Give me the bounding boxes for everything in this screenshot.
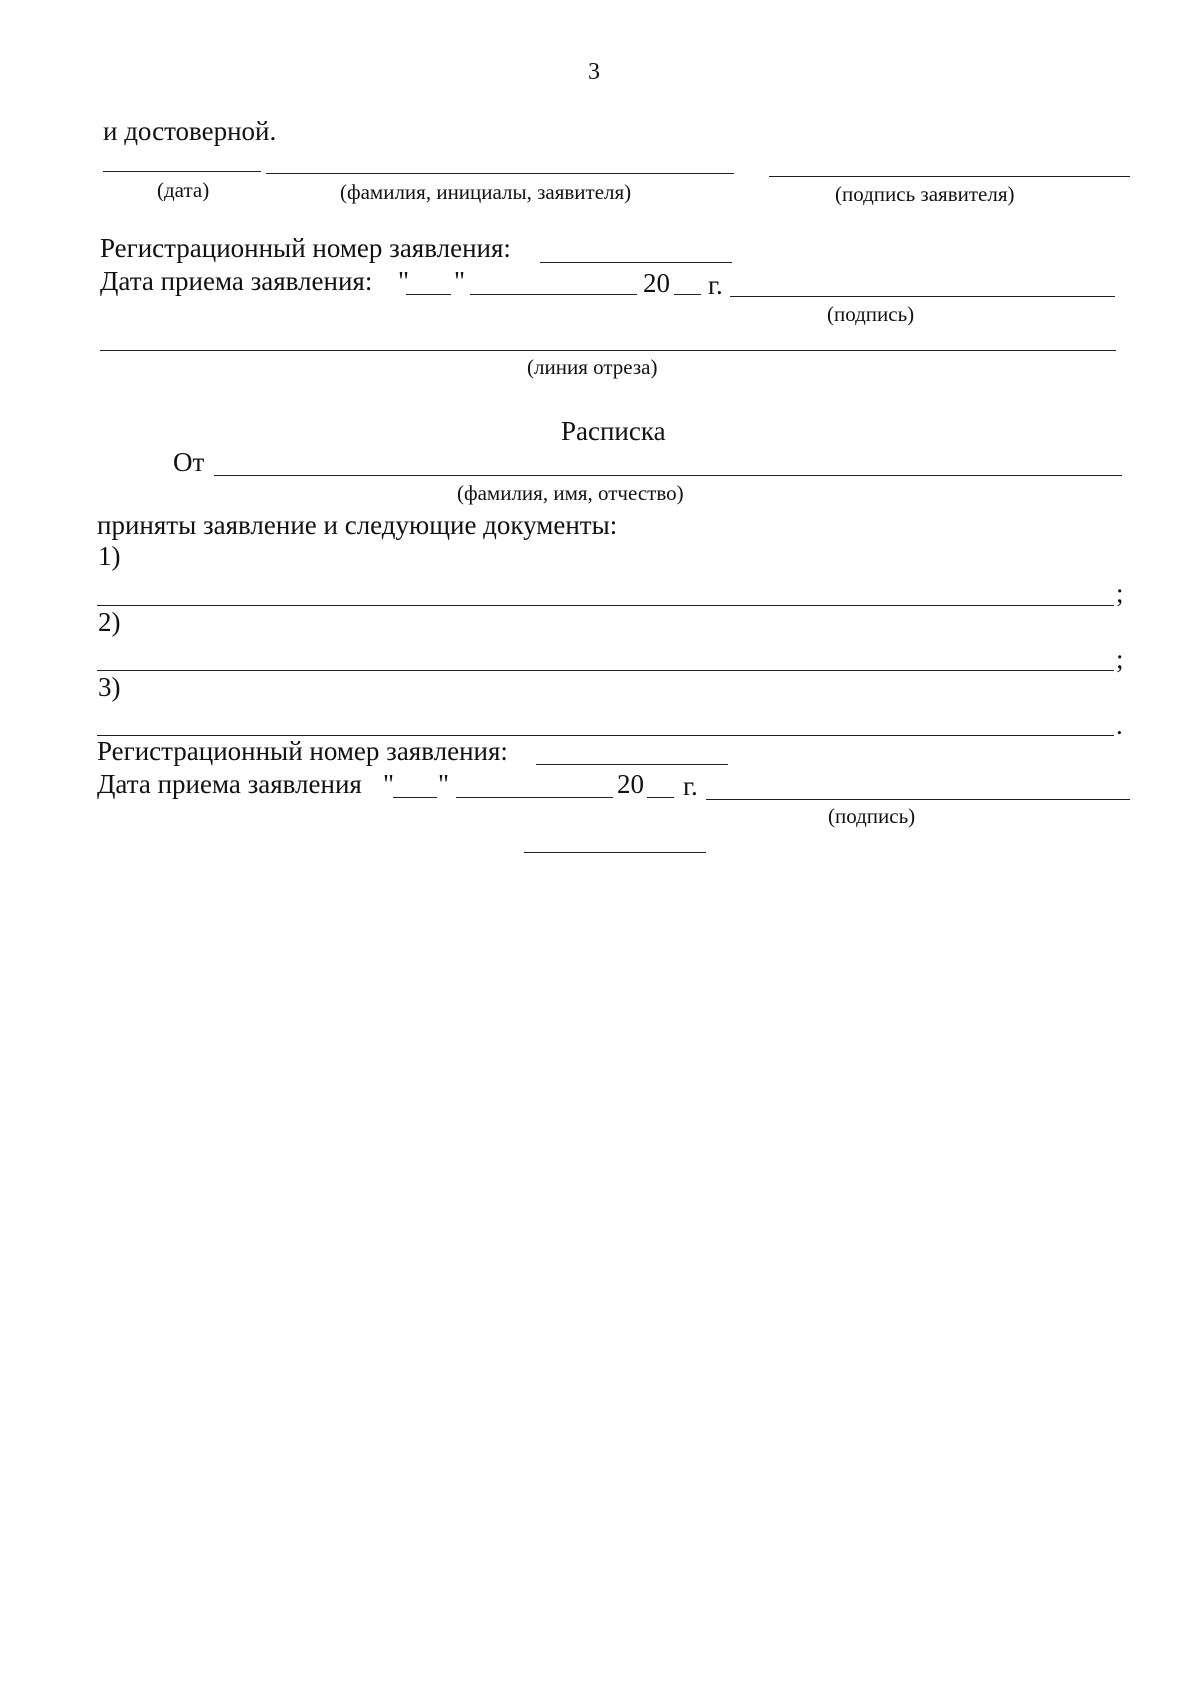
list-item-number: 1): [98, 541, 121, 571]
receipt-year-prefix: 20: [617, 769, 644, 799]
caption-fio: (фамилия, имя, отчество): [457, 481, 684, 505]
receipt-caption-signature: (подпись): [828, 804, 916, 828]
receipt-signature-blank: [706, 799, 1130, 800]
receipt-reg-number-blank: [536, 764, 728, 765]
receipt-year-suffix: г.: [683, 771, 698, 801]
continuation-text: и достоверной.: [103, 116, 277, 146]
list-item-blank: [97, 670, 1114, 671]
caption-date: (дата): [157, 178, 210, 202]
accepted-text: приняты заявление и следующие документы:: [97, 510, 618, 540]
caption-signature-short: (подпись): [827, 302, 915, 326]
receipt-month-blank: [456, 797, 613, 798]
signature-blank: [730, 296, 1115, 297]
day-blank: [406, 294, 451, 295]
receipt-reg-number-label: Регистрационный номер заявления:: [97, 736, 508, 766]
reg-number-blank: [540, 262, 732, 263]
receipt-title: Расписка: [561, 416, 666, 446]
year-prefix: 20: [643, 268, 670, 298]
from-blank: [214, 475, 1122, 476]
caption-signature: (подпись заявителя): [835, 182, 1015, 206]
cut-line: [100, 350, 1116, 351]
cut-line-caption: (линия отреза): [527, 355, 658, 379]
receipt-year-blank: [647, 797, 674, 798]
page-number: 3: [588, 59, 600, 85]
date-line: [103, 171, 261, 172]
list-item-end: ;: [1116, 578, 1124, 608]
list-item-number: 2): [98, 607, 121, 637]
receipt-quote-open: ": [383, 769, 395, 799]
month-blank: [470, 294, 637, 295]
closing-separator: [524, 852, 706, 853]
receipt-quote-close: ": [438, 769, 450, 799]
list-item-end: ;: [1116, 644, 1124, 674]
list-item-number: 3): [98, 672, 121, 702]
year-suffix: г.: [708, 270, 723, 300]
quote-open: ": [398, 266, 410, 296]
signature-line: [769, 176, 1130, 177]
receipt-day-blank: [393, 797, 437, 798]
quote-close: ": [454, 266, 466, 296]
receipt-date-label: Дата приема заявления: [97, 769, 362, 799]
year-blank: [674, 294, 701, 295]
name-line: [266, 173, 734, 174]
list-item-blank: [97, 605, 1114, 606]
date-label: Дата приема заявления:: [100, 266, 373, 296]
reg-number-label: Регистрационный номер заявления:: [100, 233, 511, 263]
from-label: От: [173, 447, 205, 477]
list-item-end: .: [1116, 710, 1123, 740]
caption-name: (фамилия, инициалы, заявителя): [340, 180, 632, 204]
